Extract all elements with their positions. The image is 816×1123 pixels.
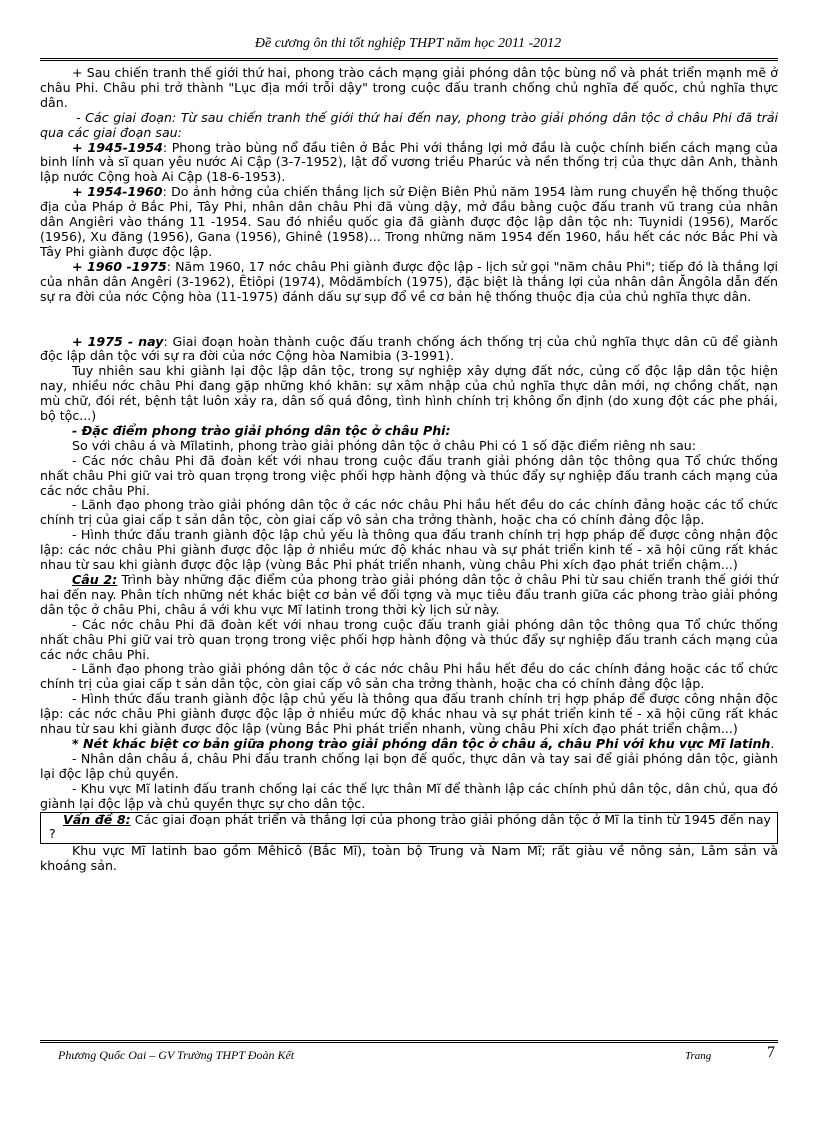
stage-label: + 1954-1960 (72, 184, 163, 200)
paragraph-stages-intro: - Các giai đoạn: Từ sau chiến tranh thế giới thứ hai đến nay, phong trào giải phóng dân tộc ở châu Phi đã trải qua các giai đoạn sau: (40, 109, 778, 140)
topic-label: Vấn đề 8: (63, 811, 131, 827)
paragraph: - Các nớc châu Phi đã đoàn kết với nhau trong cuộc đấu tranh giải phóng dân tộc thông qua Tổ chức thống nhất châu Phi giữ vai trò quan trọng trong việc phối hợp hành động và thúc đẩy sự nghiệp đấu tranh cách mạng của các nớc châu Phi. (40, 616, 778, 662)
stage-text: : Do ảnh hởng của chiến thắng lịch sử Điện Biên Phủ năm 1954 làm rung chuyển hệ thống thuộc địa của Pháp ở Bắc Phi, Tây Phi, nhân dân châu Phi đã vùng dậy, mở đầu bằng cuộc đấu tranh vũ trang của nhân dân Angiêri vào tháng 11 -1954. Sau đó nhiều quốc gia đã giành được độc lập dân tộc nh: Tuynidi (1956), Marốc (1956), Xu đăng (1956), Gana (1956), Ghinê (1958)... Trong những năm 1954 đến 1960, hầu hết các nớc Bắc Phi và Tây Phi giành được độc lập. (40, 184, 778, 259)
paragraph: + Sau chiến tranh thế giới thứ hai, phong trào cách mạng giải phóng dân tộc bùng nổ và phát triển mạnh mẽ ở châu Phi. Châu phi trở thành "Lục địa mới trỗi dậy" trong cuộc đấu tranh chống chủ nghĩa đế quốc, chủ nghĩa thực dân. (40, 65, 778, 110)
document-body (40, 66, 778, 874)
topic-text: Các giai đoạn phát triển và thắng lợi của phong trào giải phóng dân tộc ở Mĩ la tinh từ 1945 đến nay ? (49, 811, 771, 842)
paragraph-stage (40, 185, 778, 260)
footer-trang-label: Trang (685, 1050, 712, 1062)
paragraph-stage (40, 260, 778, 305)
paragraph-stage (40, 141, 778, 186)
paragraph: - Khu vực Mĩ latinh đấu tranh chống lại các thế lực thân Mĩ để thành lập các chính phủ dân tộc, dân chủ, qua đó giành lại độc lập và chủ quyền thực sự cho dân tộc. (40, 780, 778, 811)
header-rule (40, 58, 778, 61)
stage-text: : Giai đoạn hoàn thành cuộc đấu tranh chống ách thống trị của chủ nghĩa thực dân cũ để giành độc lập dân tộc với sự ra đời của nớc Cộng hòa Namibia (3-1991). (40, 333, 778, 364)
stage-text: : Năm 1960, 17 nớc châu Phi giành được độc lập - lịch sử gọi "năm châu Phi"; tiếp đó là thắng lợi của nhân dân Angêri (3-1962), Êtiôpi (1974), Môdămbích (1975), đặc biệt là thắng lợi của nhân dân Ăngôla dẫn đến sự ra đời của nớc Cộng hòa (11-1975) đánh dấu sự sụp đổ về cơ bản hệ thống thuộc địa của chủ nghĩa thực dân. (40, 258, 778, 304)
paragraph: - Lãnh đạo phong trào giải phóng dân tộc ở các nớc châu Phi hầu hết đều do các chính đảng hoặc các tổ chức chính trị của giai cấp t sản dân tộc, còn giai cấp vô sản cha trởng thành, hoặc cha có chính đảng độc lập. (40, 497, 778, 528)
paragraph: Tuy nhiên sau khi giành lại độc lập dân tộc, trong sự nghiệp xây dựng đất nớc, củng cố độc lập dân tộc hiện nay, nhiều nớc châu Phi đang gặp những khó khăn: sự xâm nhập của chủ nghĩa thực dân mới, nợ chồng chất, nạn mù chữ, đói rét, bệnh tật luôn xảy ra, dân số quá đông, tình hình chính trị không ổn định (do xung đột các phe phái, bộ tộc...) (40, 363, 778, 424)
paragraph: - Lãnh đạo phong trào giải phóng dân tộc ở các nớc châu Phi hầu hết đều do các chính đảng hoặc các tổ chức chính trị của giai cấp t sản dân tộc, còn giai cấp vô sản cha trởng thành, hoặc cha có chính đảng độc lập. (40, 661, 778, 692)
page-number: 7 (767, 1044, 775, 1061)
topic-box-van-de-8 (40, 812, 778, 845)
paragraph: - Hình thức đấu tranh giành độc lập chủ yếu là thông qua đấu tranh chính trị hợp pháp để được công nhận độc lập: các nớc châu Phi giành được độc lập ở nhiều mức độ khác nhau và sự phát triển kinh tế - xã hội cũng rất khác nhau từ sau khi giành được độc lập (vùng Bắc Phi phát triển nhanh, vùng châu Phi xích đạo phát triển chậm...) (40, 691, 778, 737)
footer-rule (40, 1040, 778, 1043)
stage-label: + 1960 -1975 (72, 258, 167, 274)
paragraph-stage (40, 335, 778, 365)
footer-author: Phương Quốc Oai – GV Trường THPT Đoàn Kết (58, 1048, 295, 1062)
paragraph: So với châu á và Mĩlatinh, phong trào giải phóng dân tộc ở châu Phi có 1 số đặc điểm riêng nh sau: (72, 437, 697, 453)
stage-label: + 1945-1954 (72, 139, 163, 155)
paragraph: - Các nớc châu Phi đã đoàn kết với nhau trong cuộc đấu tranh giải phóng dân tộc thông qua Tổ chức thống nhất châu Phi giữ vai trò quan trọng trong việc phối hợp hành động và thúc đẩy sự nghiệp đấu tranh cách mạng của các nớc châu Phi. (40, 452, 778, 498)
paragraph: - Hình thức đấu tranh giành độc lập chủ yếu là thông qua đấu tranh chính trị hợp pháp để được công nhận độc lập: các nớc châu Phi giành được độc lập ở nhiều mức độ khác nhau và sự phát triển kinh tế - xã hội cũng rất khác nhau từ sau khi giành được độc lập (vùng Bắc Phi phát triển nhanh, vùng châu Phi xích đạo phát triển chậm...) (40, 527, 778, 573)
paragraph: Khu vực Mĩ latinh bao gồm Mêhicô (Bắc Mĩ), toàn bộ Trung và Nam Mĩ; rất giàu về nông sản, Lâm sản và khoáng sản. (40, 843, 778, 874)
stage-label: + 1975 - nay (72, 333, 164, 349)
page-header-title: Đề cương ôn thi tốt nghiệp THPT năm học 2011 -2012 (254, 36, 562, 51)
section-heading: - Đặc điểm phong trào giải phóng dân tộc ở châu Phi: (72, 422, 451, 438)
question-label: Câu 2: (72, 572, 118, 587)
spacer (40, 305, 778, 335)
stage-text: : Phong trào bùng nổ đầu tiên ở Bắc Phi với thắng lợi mở đầu là cuộc chính biến cách mạng của binh lính và sĩ quan yêu nước Ai Cập (3-7-1952), lật đổ vương triều Pharúc và nền thống trị của thực dân Anh, thành lập nước Cộng hoà Ai Cập (18-6-1953). (40, 139, 779, 185)
paragraph: - Nhân dân châu á, châu Phi đấu tranh chống lại bọn đế quốc, thực dân và tay sai để giải phóng dân tộc, giành lại độc lập chủ quyền. (40, 750, 778, 781)
section-heading: * Nét khác biệt cơ bản giữa phong trào giải phóng dân tộc ở châu á, châu Phi với khu vực Mĩ latinh. (72, 735, 775, 751)
question-cau-2 (40, 573, 778, 618)
question-text: Trình bày những đặc điểm của phong trào giải phóng dân tộc ở châu Phi từ sau chiến tranh thế giới thứ hai đến nay. Phân tích những nét khác biệt cơ bản về đối tợng và mục tiêu đấu tranh giữa các phong trào giải phóng dân tộc ở châu Phi, châu á với khu vực Mĩ latinh trong thời kỳ lịch sử này. (40, 572, 778, 617)
